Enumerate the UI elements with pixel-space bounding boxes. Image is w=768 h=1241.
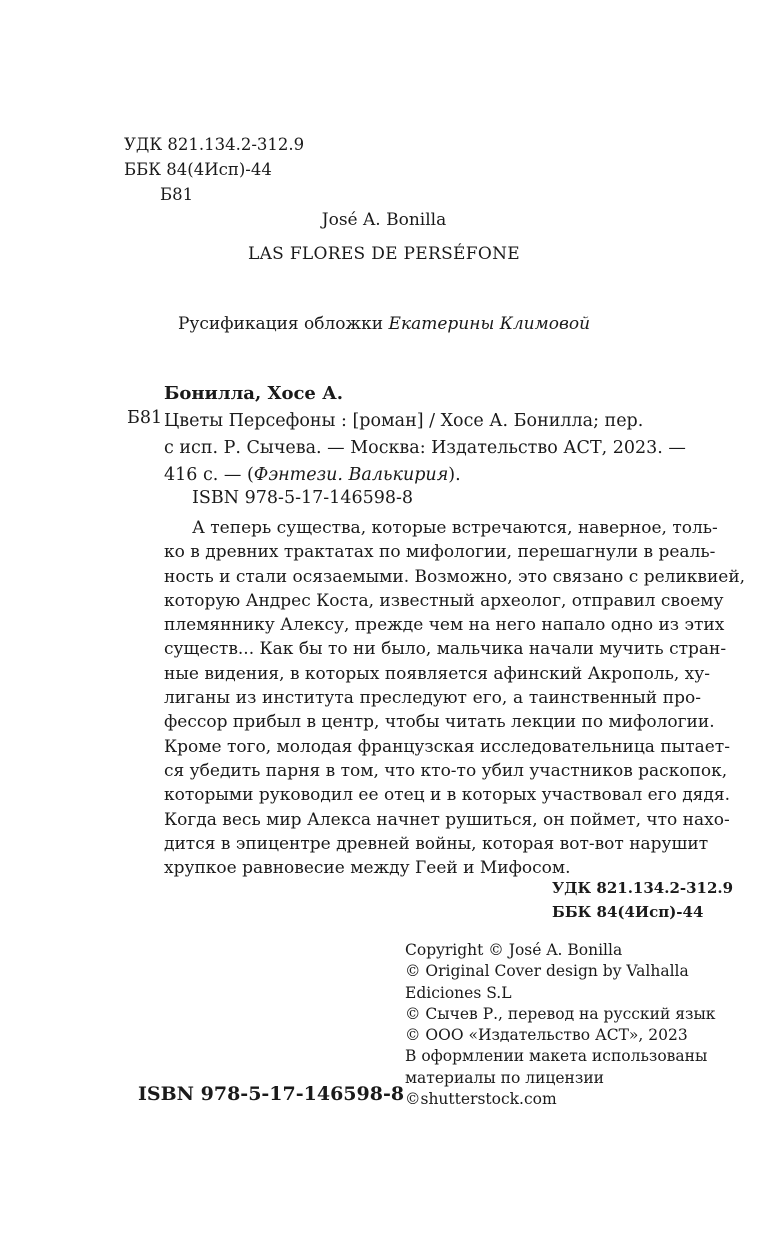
copyright-line: Ediciones S.L — [405, 983, 512, 1002]
biblio-line-3-prefix: 416 с. — ( — [164, 465, 254, 485]
biblio-line-1: Цветы Персефоны : [роман] / Хосе А. Бонилла; пер. — [164, 411, 644, 431]
annotation-line: лиганы из института преследуют его, а таинственный про- — [164, 688, 701, 709]
isbn-bottom: ISBN 978-5-17-146598-8 — [138, 1083, 405, 1105]
biblio-line-2: с исп. Р. Сычева. — Москва: Издательство АСТ, 2023. — — [164, 438, 686, 458]
annotation-line: Кроме того, молодая французская исследовательница пытает- — [164, 736, 730, 757]
footer-codes — [552, 876, 733, 924]
footer-bbk-code: ББК 84(4Исп)-44 — [552, 903, 704, 921]
copyright-line: Copyright © José A. Bonilla — [405, 941, 623, 959]
header-codes — [124, 132, 304, 207]
annotation-line: ные видения, в которых появляется афинский Акрополь, ху- — [164, 663, 711, 684]
copyright-line: © Сычев Р., перевод на русский язык — [405, 1004, 716, 1023]
annotation-line: племяннику Алексу, прежде чем на него напало одно из этих — [164, 615, 725, 636]
bibliographic-description — [164, 408, 686, 489]
cover-credit-prefix: Русификация обложки — [177, 314, 389, 334]
cover-credit-name: Екатерины Климовой — [388, 314, 591, 334]
copyright-line: материалы по лицензии — [405, 1068, 605, 1087]
bibliographic-mark: Б81 — [127, 408, 163, 428]
copyright-line: © ООО «Издательство АСТ», 2023 — [405, 1026, 688, 1045]
annotation-line: ко в древних трактатах по мифологии, перешагнули в реаль- — [164, 542, 716, 563]
annotation — [164, 516, 746, 880]
annotation-line: фессор прибыл в центр, чтобы читать лекции по мифологии. — [164, 712, 715, 733]
biblio-line-3 — [164, 462, 686, 489]
annotation-line: дится в эпицентре древней войны, которая вот-вот нарушит — [164, 833, 709, 854]
author-mark: Б81 — [160, 185, 194, 204]
udk-code: УДК 821.134.2-312.9 — [124, 135, 305, 154]
annotation-line: ся убедить парня в том, что кто-то убил участников раскопок, — [164, 760, 728, 781]
annotation-line: существ... Как бы то ни было, мальчика начали мучить стран- — [164, 639, 727, 660]
isbn: ISBN 978-5-17-146598-8 — [192, 488, 414, 508]
footer-udk-code: УДК 821.134.2-312.9 — [552, 879, 734, 897]
cover-credit — [0, 314, 768, 334]
copyright-line: В оформлении макета использованы — [405, 1047, 708, 1066]
copyright-line: © Original Cover design by Valhalla — [405, 962, 689, 981]
original-title: LAS FLORES DE PERSÉFONE — [248, 244, 520, 264]
series-name: Фэнтези. Валькирия — [253, 465, 449, 485]
copyright-line: ©shutterstock.com — [405, 1090, 557, 1109]
bibliographic-heading: Бонилла, Хосе А. — [164, 383, 344, 404]
annotation-line: А теперь существа, которые встречаются, наверное, толь- — [192, 518, 718, 538]
annotation-line: которыми руководил ее отец и в которых участвовал его дядя. — [164, 785, 731, 806]
annotation-line: которую Андрес Коста, известный археолог, отправил своему — [164, 590, 724, 611]
original-author: José A. Bonilla — [321, 210, 447, 230]
annotation-line: Когда весь мир Алекса начнет рушиться, он поймет, что нахо- — [164, 809, 730, 830]
annotation-line: ность и стали осязаемыми. Возможно, это связано с реликвией, — [164, 566, 746, 587]
copyright-block — [405, 940, 715, 1110]
bbk-code: ББК 84(4Исп)-44 — [124, 160, 272, 179]
biblio-line-3-suffix: ). — [448, 465, 461, 485]
annotation-line: хрупкое равновесие между Геей и Мифосом. — [164, 858, 571, 879]
